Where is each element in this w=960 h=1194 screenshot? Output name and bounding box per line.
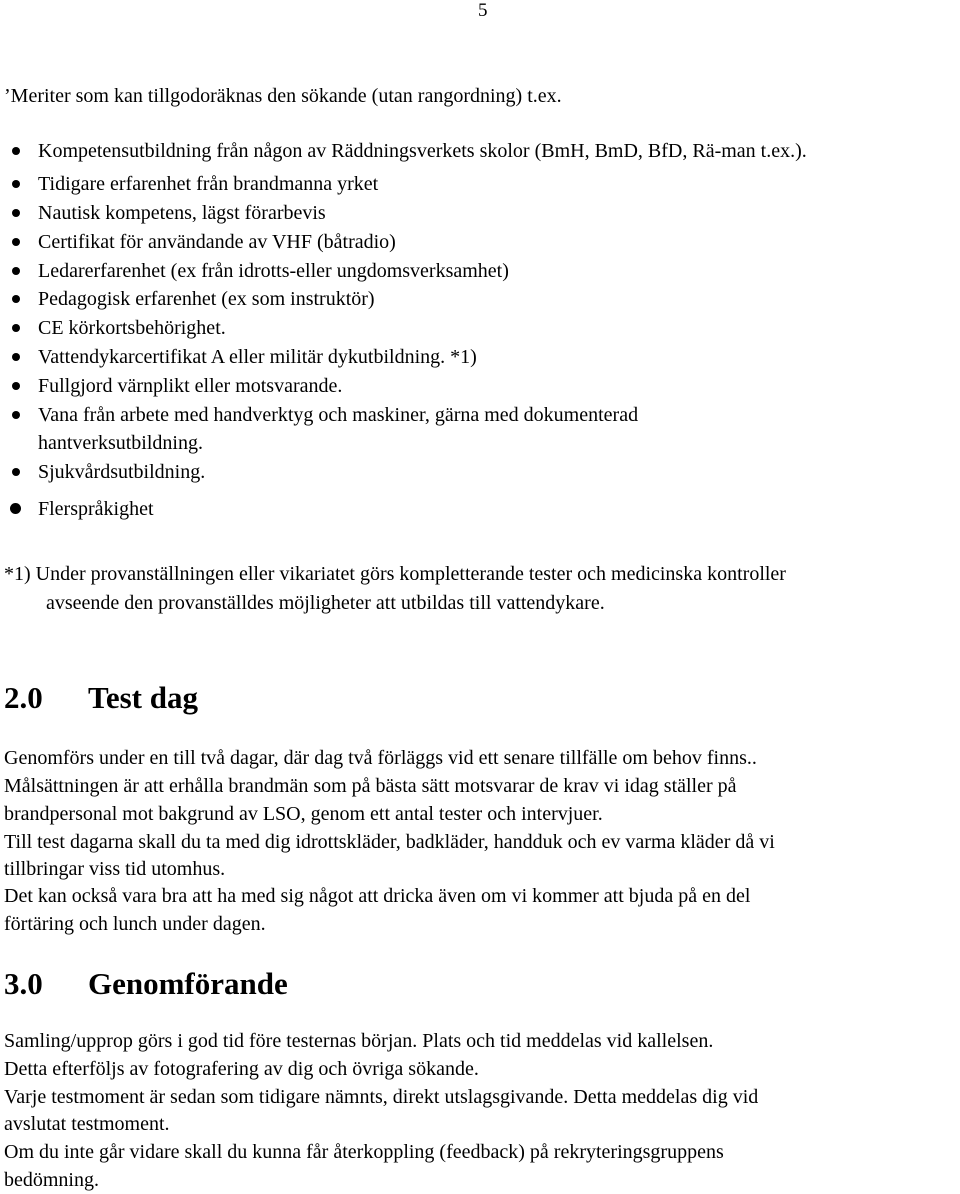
list-item: Vattendykarcertifikat A eller militär dykutbildning. *1) bbox=[38, 345, 477, 369]
paragraph-line: Målsättningen är att erhålla brandmän som på bästa sätt motsvarar de krav vi idag ställer på bbox=[4, 775, 737, 797]
bullet-icon bbox=[12, 267, 20, 275]
list-item-continuation: hantverksutbildning. bbox=[38, 432, 203, 454]
section-2-number: 2.0 bbox=[4, 680, 43, 715]
bullet-icon bbox=[12, 411, 20, 419]
paragraph-line: Genomförs under en till två dagar, där dag två förläggs vid ett senare tillfälle om behov finns.. bbox=[4, 747, 757, 769]
section-3-number: 3.0 bbox=[4, 966, 43, 1001]
list-item: Ledarerfarenhet (ex från idrotts-eller ungdomsverksamhet) bbox=[38, 259, 509, 283]
list-item: Tidigare erfarenhet från brandmanna yrket bbox=[38, 172, 378, 196]
bullet-icon bbox=[12, 147, 20, 155]
bullet-icon bbox=[12, 468, 20, 476]
paragraph-line: Om du inte går vidare skall du kunna får återkoppling (feedback) på rekryteringsgruppens bbox=[4, 1141, 724, 1163]
paragraph-line: Det kan också vara bra att ha med sig något att dricka även om vi kommer att bjuda på en del bbox=[4, 885, 751, 907]
section-3-title: Genomförande bbox=[88, 966, 288, 1001]
bullet-icon bbox=[12, 382, 20, 390]
bullet-icon bbox=[10, 503, 21, 514]
bullet-icon bbox=[12, 209, 20, 217]
intro-text: ’Meriter som kan tillgodoräknas den sökande (utan rangordning) t.ex. bbox=[4, 85, 562, 107]
list-item: Kompetensutbildning från någon av Räddningsverkets skolor (BmH, BmD, BfD, Rä-man t.ex.). bbox=[38, 139, 807, 163]
paragraph-line: tillbringar viss tid utomhus. bbox=[4, 858, 226, 880]
bullet-icon bbox=[12, 295, 20, 303]
section-2-heading bbox=[4, 680, 198, 716]
list-item: Fullgjord värnplikt eller motsvarande. bbox=[38, 374, 342, 398]
bullet-icon bbox=[12, 324, 20, 332]
list-item: Flerspråkighet bbox=[38, 497, 154, 521]
list-item: Vana från arbete med handverktyg och maskiner, gärna med dokumenterad bbox=[38, 403, 638, 427]
list-item: Sjukvårdsutbildning. bbox=[38, 460, 205, 484]
bullet-icon bbox=[12, 180, 20, 188]
paragraph-line: förtäring och lunch under dagen. bbox=[4, 913, 266, 935]
paragraph-line: Samling/upprop görs i god tid före testernas början. Plats och tid meddelas vid kallelsen. bbox=[4, 1030, 714, 1052]
paragraph-line: Varje testmoment är sedan som tidigare nämnts, direkt utslagsgivande. Detta meddelas dig vid bbox=[4, 1086, 759, 1108]
list-item: Nautisk kompetens, lägst förarbevis bbox=[38, 201, 326, 225]
paragraph-line: bedömning. bbox=[4, 1169, 99, 1191]
paragraph-line: brandpersonal mot bakgrund av LSO, genom ett antal tester och intervjuer. bbox=[4, 803, 603, 825]
list-item: Certifikat för användande av VHF (båtradio) bbox=[38, 230, 396, 254]
footnote-line-2: avseende den provanställdes möjligheter att utbildas till vattendykare. bbox=[46, 592, 605, 614]
paragraph-line: Detta efterföljs av fotografering av dig och övriga sökande. bbox=[4, 1058, 479, 1080]
bullet-icon bbox=[12, 238, 20, 246]
section-2-title: Test dag bbox=[88, 680, 198, 715]
bullet-icon bbox=[12, 353, 20, 361]
paragraph-line: Till test dagarna skall du ta med dig idrottskläder, badkläder, handduk och ev varma kläder då vi bbox=[4, 831, 775, 853]
page-number: 5 bbox=[478, 0, 488, 21]
section-3-heading bbox=[4, 966, 288, 1002]
footnote-line-1: *1) Under provanställningen eller vikariatet görs kompletterande tester och medicinska kontroller bbox=[4, 563, 786, 585]
list-item: CE körkortsbehörighet. bbox=[38, 316, 226, 340]
paragraph-line: avslutat testmoment. bbox=[4, 1113, 170, 1135]
list-item: Pedagogisk erfarenhet (ex som instruktör) bbox=[38, 287, 375, 311]
